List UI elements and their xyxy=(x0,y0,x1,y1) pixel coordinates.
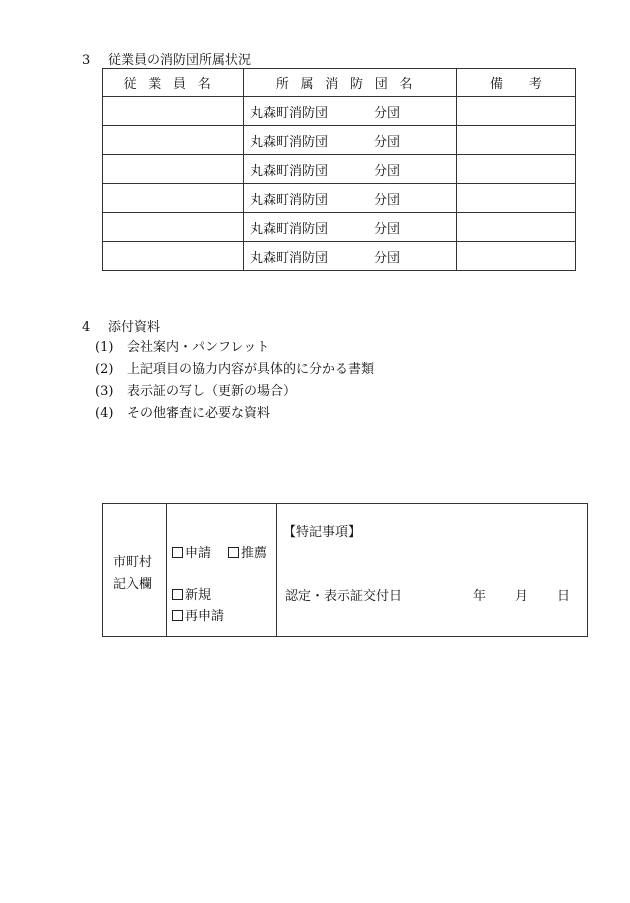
checkbox-new-label: 新規 xyxy=(185,588,212,603)
list-item xyxy=(95,337,374,359)
brigade-name: 丸森町消防団 xyxy=(250,163,329,179)
sub-brigade-label: 分団 xyxy=(374,250,401,266)
list-index: (3) xyxy=(95,384,114,399)
list-text: 表示証の写し（更新の場合） xyxy=(127,384,297,399)
table-row xyxy=(103,242,576,271)
brigade-name: 丸森町消防団 xyxy=(250,105,329,121)
section-number: 4 xyxy=(82,320,91,335)
brigade-cell[interactable] xyxy=(244,184,457,213)
list-item xyxy=(95,359,374,381)
sub-brigade-label: 分団 xyxy=(374,192,401,208)
brigade-cell[interactable] xyxy=(244,97,457,126)
municipal-label-column xyxy=(103,504,167,636)
checkbox-column xyxy=(166,504,277,636)
brigade-cell[interactable] xyxy=(244,155,457,184)
attachment-list xyxy=(95,337,374,425)
section-title: 従業員の消防団所属状況 xyxy=(108,53,252,68)
list-index: (1) xyxy=(95,340,114,355)
brigade-name: 丸森町消防団 xyxy=(250,221,329,237)
issue-year-label: 年 xyxy=(473,589,487,604)
remarks-cell[interactable] xyxy=(457,97,576,126)
employee-brigade-table xyxy=(102,68,576,271)
table-row xyxy=(103,184,576,213)
header-remarks: 備 考 xyxy=(457,69,576,97)
section-number: 3 xyxy=(82,53,91,68)
application-checkbox-group[interactable] xyxy=(172,542,211,561)
employee-name-cell[interactable] xyxy=(103,184,244,213)
sub-brigade-label: 分団 xyxy=(374,105,401,121)
header-brigade-name: 所属消防団名 xyxy=(244,69,457,97)
municipal-label xyxy=(113,552,152,596)
list-item xyxy=(95,403,374,425)
employee-name-cell[interactable] xyxy=(103,242,244,271)
sub-brigade-label: 分団 xyxy=(374,163,401,179)
recommendation-checkbox-group[interactable] xyxy=(228,542,267,561)
employee-name-cell[interactable] xyxy=(103,126,244,155)
remarks-cell[interactable] xyxy=(457,242,576,271)
brigade-name: 丸森町消防団 xyxy=(250,134,329,150)
table-row xyxy=(103,126,576,155)
checkbox-application-label: 申請 xyxy=(185,546,212,561)
municipal-label-line2: 記入欄 xyxy=(113,577,153,592)
remarks-cell[interactable] xyxy=(457,126,576,155)
checkbox-icon[interactable] xyxy=(172,547,183,558)
checkbox-reapply-label: 再申請 xyxy=(185,609,225,624)
brigade-name: 丸森町消防団 xyxy=(250,192,329,208)
checkbox-icon[interactable] xyxy=(172,589,183,600)
remarks-cell[interactable] xyxy=(457,155,576,184)
issue-month-label: 月 xyxy=(515,589,529,604)
list-index: (4) xyxy=(95,406,114,421)
list-item xyxy=(95,381,374,403)
brigade-name: 丸森町消防団 xyxy=(250,250,329,266)
sub-brigade-label: 分団 xyxy=(374,134,401,150)
reapply-checkbox-group[interactable] xyxy=(172,605,224,624)
new-checkbox-group[interactable] xyxy=(172,584,211,603)
municipal-entry-box xyxy=(102,503,588,637)
section-title: 添付資料 xyxy=(108,320,161,335)
checkbox-recommendation-label: 推薦 xyxy=(241,546,268,561)
issue-day-label: 日 xyxy=(557,589,571,604)
employee-name-cell[interactable] xyxy=(103,155,244,184)
remarks-cell[interactable] xyxy=(457,184,576,213)
section-3-heading xyxy=(82,49,251,68)
special-notes-label: 【特記事項】 xyxy=(283,525,362,540)
remarks-cell[interactable] xyxy=(457,213,576,242)
municipal-label-line1: 市町村 xyxy=(113,555,153,570)
issue-date-label: 認定・表示証交付日 xyxy=(285,589,403,604)
employee-name-cell[interactable] xyxy=(103,97,244,126)
list-text: 上記項目の協力内容が具体的に分かる書類 xyxy=(127,362,375,377)
list-text: 会社案内・パンフレット xyxy=(127,340,270,355)
section-4-heading xyxy=(82,316,160,335)
brigade-cell[interactable] xyxy=(244,126,457,155)
table-row xyxy=(103,97,576,126)
employee-name-cell[interactable] xyxy=(103,213,244,242)
list-index: (2) xyxy=(95,362,114,377)
table-row xyxy=(103,213,576,242)
checkbox-icon[interactable] xyxy=(172,610,183,621)
brigade-cell[interactable] xyxy=(244,213,457,242)
checkbox-icon[interactable] xyxy=(228,547,239,558)
table-header-row xyxy=(103,69,576,97)
list-text: その他審査に必要な資料 xyxy=(127,406,271,421)
table-row xyxy=(103,155,576,184)
brigade-cell[interactable] xyxy=(244,242,457,271)
header-employee-name: 従業員名 xyxy=(103,69,244,97)
sub-brigade-label: 分団 xyxy=(374,221,401,237)
